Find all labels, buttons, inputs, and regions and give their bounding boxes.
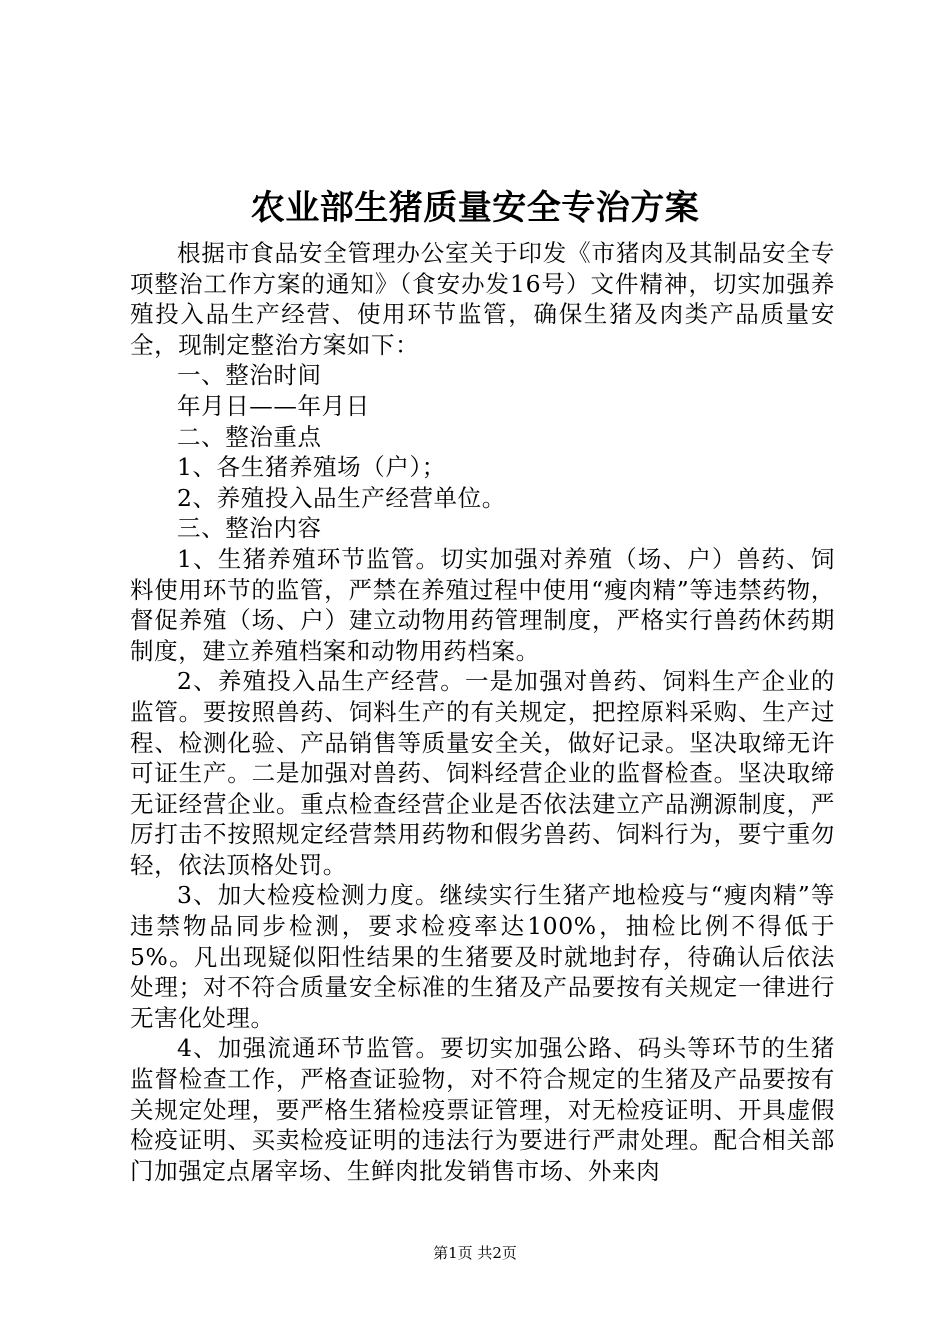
content-paragraph-3: 3、加大检疫检测力度。继续实行生猪产地检疫与“瘦肉精”等违禁物品同步检测，要求检疫率达100%，抽检比例不得低于5%。凡出现疑似阳性结果的生猪要及时就地封存，待确认后依法处理；对不符合质量安全标准的生猪及产品要按有关规定一律进行无害化处理。 [130,881,835,1032]
content-paragraph-4: 4、加强流通环节监管。要切实加强公路、码头等环节的生猪监督检查工作，严格查证验物，对不符合规定的生猪及产品要按有关规定处理，要严格生猪检疫票证管理，对无检疫证明、开具虚假检疫证明、买卖检疫证明的违法行为要进行严肃处理。配合相关部门加强定点屠宰场、生鲜肉批发销售市场、外来肉 [130,1034,835,1185]
section-heading-time: 一、整治时间 [177,361,322,390]
section-heading-focus: 二、整治重点 [177,422,322,451]
content-paragraph-2: 2、养殖投入品生产经营。一是加强对兽药、饲料生产企业的监管。要按照兽药、饲料生产的有关规定，把控原料采购、生产过程、检测化验、产品销售等质量安全关，做好记录。坚决取缔无许可证生产。二是加强对兽药、饲料经营企业的监督检查。坚决取缔无证经营企业。重点检查经营企业是否依法建立产品溯源制度，严厉打击不按照规定经营禁用药物和假劣兽药、饲料行为，要宁重勿轻，依法顶格处罚。 [130,667,835,879]
time-range: 年月日——年月日 [177,391,370,420]
page-footer: 第1页 共2页 [433,1244,517,1262]
focus-item-2: 2、养殖投入品生产经营单位。 [177,483,506,512]
focus-item-1: 1、各生猪养殖场（户）； [177,453,446,482]
intro-paragraph: 根据市食品安全管理办公室关于印发《市猪肉及其制品安全专项整治工作方案的通知》（食安办发16号）文件精神，切实加强养殖投入品生产经营、使用环节监管，确保生猪及肉类产品质量安全，现制定整治方案如下： [130,239,835,359]
content-paragraph-1: 1、生猪养殖环节监管。切实加强对养殖（场、户）兽药、饲料使用环节的监管，严禁在养殖过程中使用“瘦肉精”等违禁药物，督促养殖（场、户）建立动物用药管理制度，严格实行兽药休药期制度，建立养殖档案和动物用药档案。 [130,544,835,665]
document-body [130,238,835,1186]
document-title: 农业部生猪质量安全专治方案 [250,188,700,228]
section-heading-content: 三、整治内容 [177,514,322,543]
